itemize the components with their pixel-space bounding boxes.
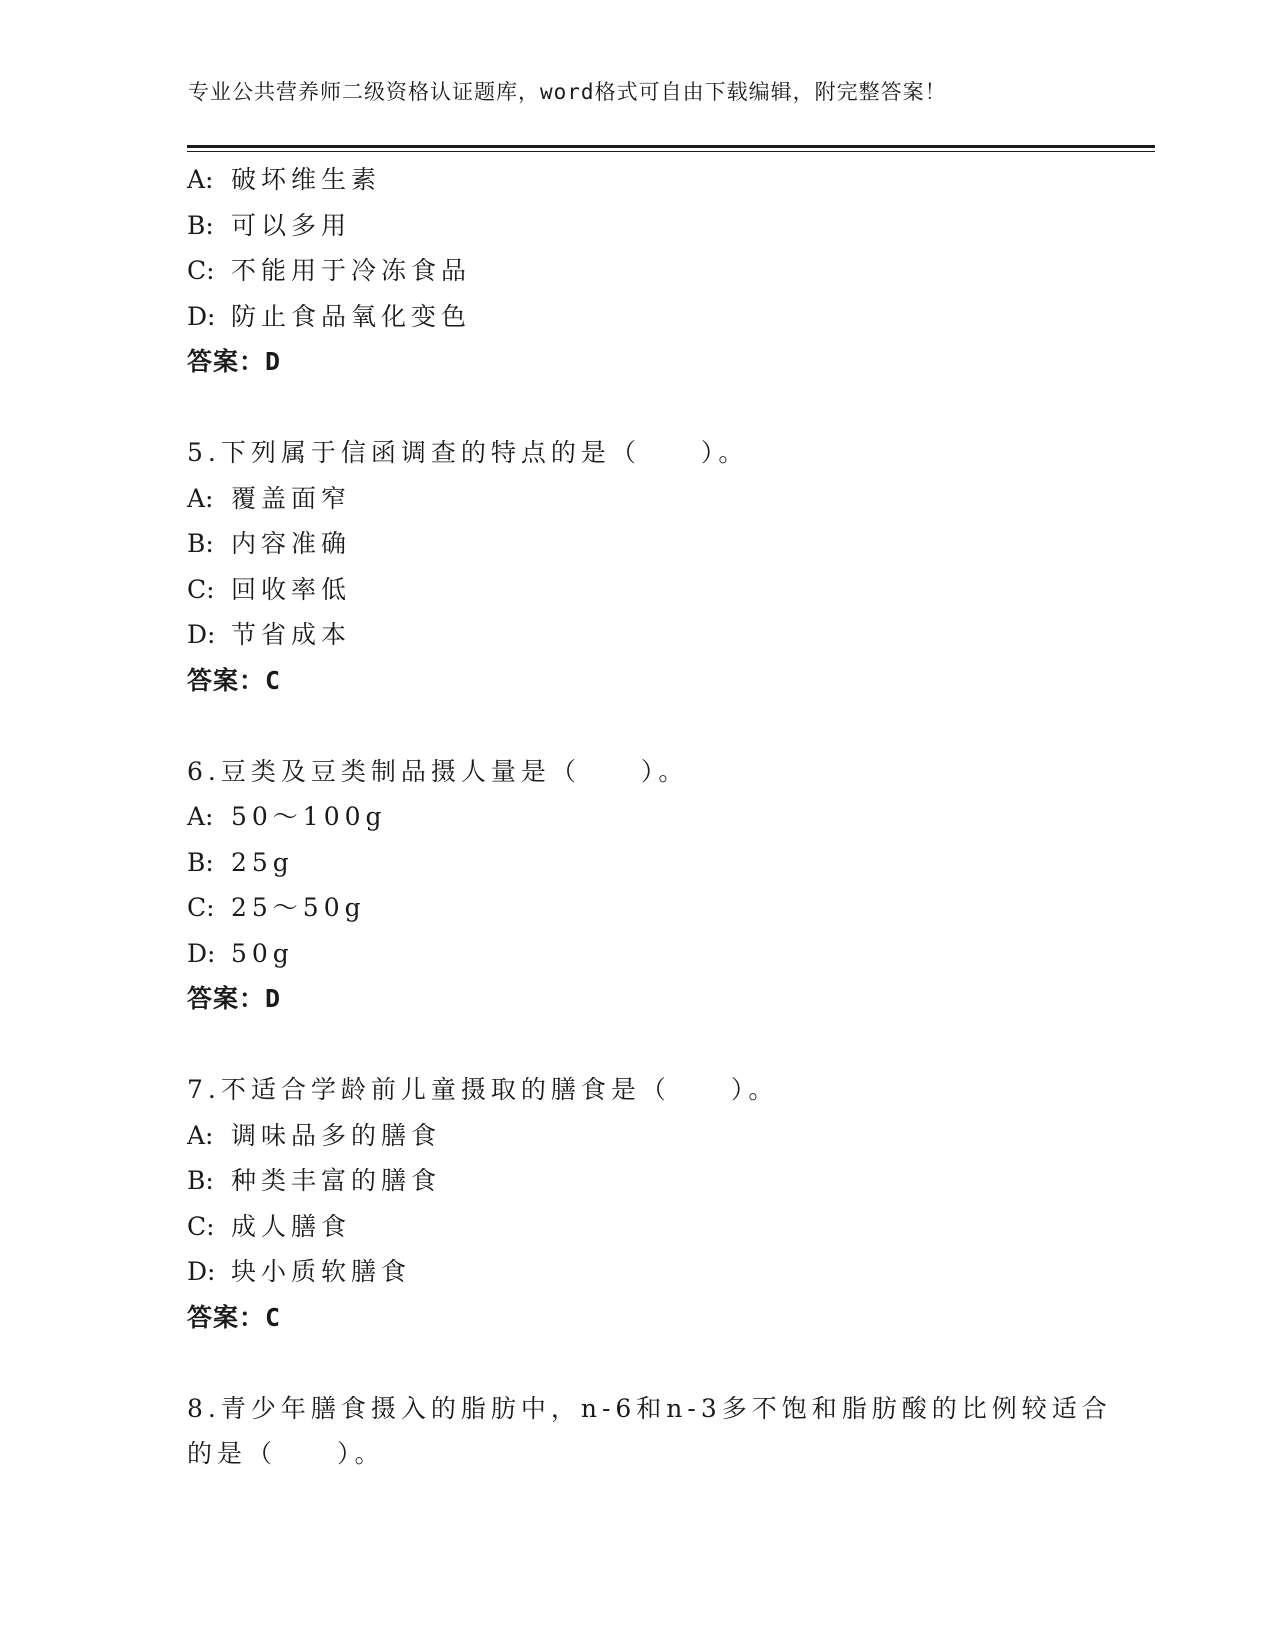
question-stem: 6.豆类及豆类制品摄人量是（ ）。	[187, 756, 689, 786]
option-b: B: 可以多用	[187, 210, 352, 240]
question-stem: 5.下列属于信函调查的特点的是（ ）。	[187, 438, 749, 467]
question-5	[187, 430, 1155, 703]
spacer	[187, 385, 1155, 431]
answer-line: 答案：C	[187, 1302, 282, 1332]
option-a: A: 50～100g	[187, 802, 387, 831]
header-rule-thin	[187, 151, 1155, 152]
option-d: D: 节省成本	[187, 620, 352, 649]
question-stem-line-2: 的是（ ）。	[187, 1439, 385, 1468]
question-6	[187, 749, 1155, 1022]
option-b: B: 种类丰富的膳食	[187, 1166, 442, 1195]
option-c: C: 不能用于冷冻食品	[187, 256, 472, 285]
option-c: C: 成人膳食	[187, 1211, 352, 1241]
option-a: A: 破坏维生素	[187, 165, 382, 194]
option-b: B: 25g	[187, 847, 294, 877]
question-8	[187, 1386, 1155, 1477]
question-7	[187, 1067, 1155, 1340]
answer-line: 答案：D	[187, 347, 282, 376]
spacer	[187, 1340, 1155, 1386]
spacer	[187, 1022, 1155, 1068]
page-header: 专业公共营养师二级资格认证题库，word格式可自由下载编辑，附完整答案！	[188, 80, 947, 104]
option-d: D: 防止食品氧化变色	[187, 301, 472, 331]
option-d: D: 块小质软膳食	[187, 1257, 412, 1286]
spacer	[187, 703, 1155, 749]
question-fragment	[187, 157, 1155, 385]
option-d: D: 50g	[187, 938, 294, 968]
document-body	[187, 157, 1155, 1477]
option-a: A: 覆盖面窄	[187, 483, 352, 513]
question-stem-line-1: 8.青少年膳食摄入的脂肪中，n-6和n-3多不饱和脂肪酸的比例较适合	[187, 1393, 1112, 1423]
option-b: B: 内容准确	[187, 529, 352, 558]
answer-line: 答案：C	[187, 665, 282, 695]
header-rule-thick	[187, 145, 1155, 148]
question-stem: 7.不适合学龄前儿童摄取的膳食是（ ）。	[187, 1075, 779, 1104]
answer-line: 答案：D	[187, 984, 282, 1013]
option-a: A: 调味品多的膳食	[187, 1120, 442, 1150]
option-c: C: 25～50g	[187, 893, 366, 922]
option-c: C: 回收率低	[187, 574, 352, 604]
